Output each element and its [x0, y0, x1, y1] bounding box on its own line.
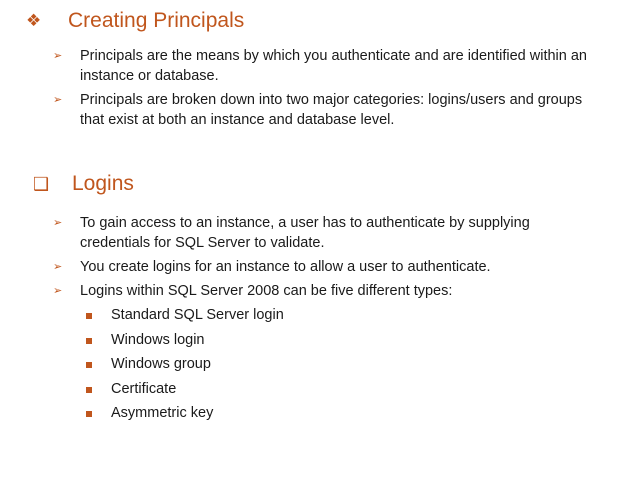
square-bullet-icon	[86, 387, 92, 393]
section-heading-creating-principals	[26, 8, 244, 34]
hollow-square-icon: ❑	[33, 174, 50, 194]
square-bullet-icon	[86, 313, 92, 319]
login-type-label: Windows login	[111, 331, 205, 348]
login-type-label: Standard SQL Server login	[111, 307, 284, 323]
bullet-text: Principals are the means by which you authenticate and are identified within an instance or database.	[80, 48, 587, 84]
list-item	[0, 354, 284, 374]
section-title: Creating Principals	[68, 9, 245, 32]
login-types-list	[0, 305, 284, 428]
square-bullet-icon	[86, 338, 92, 344]
square-bullet-icon	[86, 362, 92, 368]
login-type-label: Asymmetric key	[111, 405, 214, 421]
list-item	[0, 330, 284, 350]
login-type-label: Windows group	[111, 356, 211, 372]
arrow-bullet-icon: ➢	[53, 285, 63, 297]
list-item	[0, 90, 588, 130]
bullet-text: You create logins for an instance to allow a user to authenticate.	[80, 259, 491, 275]
arrow-bullet-icon: ➢	[53, 261, 63, 273]
list-item	[0, 379, 284, 399]
list-item	[0, 213, 588, 253]
bullet-text: To gain access to an instance, a user has to authenticate by supplying credentials for SQL Server to validate.	[80, 215, 530, 251]
list-item	[0, 281, 588, 301]
principals-bullet-list	[0, 46, 588, 134]
list-item	[0, 46, 588, 86]
section-title: Logins	[72, 172, 134, 195]
diamond-cross-icon: ❖	[26, 11, 42, 30]
square-bullet-icon	[86, 411, 92, 417]
list-item	[0, 305, 284, 325]
arrow-bullet-icon: ➢	[53, 94, 63, 106]
list-item	[0, 257, 588, 277]
bullet-text: Principals are broken down into two major categories: logins/users and groups that exist at both an instance and database level.	[80, 92, 583, 128]
section-heading-logins	[33, 171, 134, 197]
arrow-bullet-icon: ➢	[53, 50, 63, 62]
arrow-bullet-icon: ➢	[53, 217, 63, 229]
logins-bullet-list	[0, 213, 588, 305]
list-item	[0, 403, 284, 423]
login-type-label: Certificate	[111, 380, 177, 397]
bullet-text: Logins within SQL Server 2008 can be five different types:	[80, 283, 453, 299]
